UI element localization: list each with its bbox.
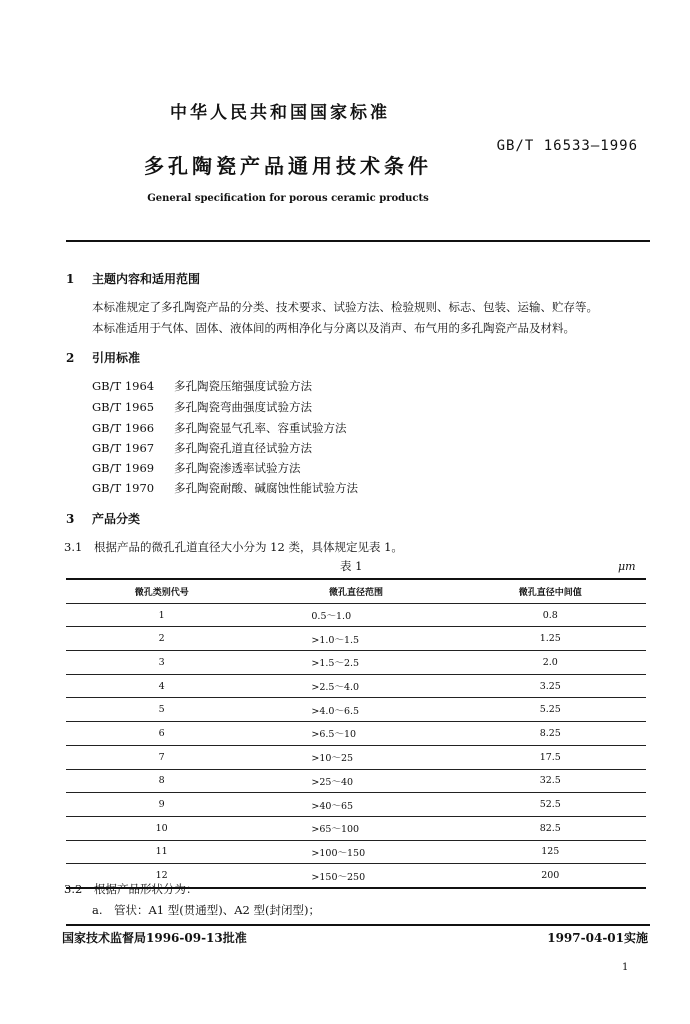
table-cell: 8 <box>66 769 257 793</box>
reference-item <box>92 440 312 456</box>
reference-item <box>92 460 301 476</box>
clause-3-2-item-a <box>92 902 320 918</box>
table-cell: 4 <box>66 674 257 698</box>
table-row <box>66 745 646 769</box>
footer-divider <box>66 924 650 926</box>
reference-code: GB/T 1964 <box>92 379 155 393</box>
document-title-en: General specification for porous ceramic products <box>147 193 429 204</box>
table-row <box>66 722 646 746</box>
table-cell: 52.5 <box>455 793 646 817</box>
table-cell: >40～65 <box>257 793 454 817</box>
page-number: 1 <box>622 962 629 973</box>
table-cell: >1.5～2.5 <box>257 651 454 675</box>
reference-code: GB/T 1969 <box>92 461 155 475</box>
table-cell: 5 <box>66 698 257 722</box>
section-1-paragraph: 本标准规定了多孔陶瓷产品的分类、技术要求、试验方法、检验规则、标志、包装、运输、贮存等。 <box>92 300 598 314</box>
reference-title: 多孔陶瓷孔道直径试验方法 <box>174 441 312 455</box>
table-cell: 3.25 <box>455 674 646 698</box>
section-2-number: 2 <box>66 351 75 365</box>
table-row <box>66 698 646 722</box>
table-cell: 6 <box>66 722 257 746</box>
clause-3-1 <box>64 539 403 555</box>
table-caption: 表 1 <box>340 559 363 573</box>
table-row <box>66 651 646 675</box>
table-row <box>66 769 646 793</box>
table-header-cell: 微孔直径范围 <box>257 579 454 603</box>
section-2-heading <box>66 349 140 366</box>
reference-code: GB/T 1970 <box>92 481 155 495</box>
table-cell: 82.5 <box>455 816 646 840</box>
table-header-row <box>66 579 646 603</box>
table-unit: μm <box>618 560 636 573</box>
item-a-text: 管状：A1 型(贯通型)、A2 型(封闭型)； <box>114 903 320 917</box>
standard-number: GB/T 16533—1996 <box>496 138 638 154</box>
table-header-cell: 微孔类别代号 <box>66 579 257 603</box>
clause-3-2-number: 3.2 <box>64 882 83 896</box>
table-row <box>66 840 646 864</box>
section-1-heading <box>66 270 200 287</box>
clause-3-2-text: 根据产品形状分为： <box>94 882 198 896</box>
table-row <box>66 627 646 651</box>
table-cell: >65～100 <box>257 816 454 840</box>
table-cell: 10 <box>66 816 257 840</box>
table-cell: 0.5～1.0 <box>257 603 454 627</box>
section-3-title: 产品分类 <box>92 512 141 526</box>
implementation-date: 1997-04-01实施 <box>547 931 648 945</box>
table-cell: 32.5 <box>455 769 646 793</box>
header-divider <box>66 240 650 242</box>
table-cell: 125 <box>455 840 646 864</box>
reference-title: 多孔陶瓷耐酸、碱腐蚀性能试验方法 <box>174 481 358 495</box>
table-row <box>66 816 646 840</box>
reference-item <box>92 480 358 496</box>
reference-title: 多孔陶瓷显气孔率、容重试验方法 <box>174 421 347 435</box>
table-cell: 5.25 <box>455 698 646 722</box>
reference-title: 多孔陶瓷弯曲强度试验方法 <box>174 400 312 414</box>
section-3-heading <box>66 510 140 527</box>
reference-title: 多孔陶瓷压缩强度试验方法 <box>174 379 312 393</box>
table-cell: 1.25 <box>455 627 646 651</box>
section-1-number: 1 <box>66 272 75 286</box>
item-a-label: a. <box>92 903 103 917</box>
clause-3-2 <box>64 881 198 897</box>
clause-3-1-text: 根据产品的微孔孔道直径大小分为 12 类，具体规定见表 1。 <box>94 540 403 554</box>
table-row <box>66 793 646 817</box>
reference-item <box>92 399 312 415</box>
table-cell: 0.8 <box>455 603 646 627</box>
table-cell: 17.5 <box>455 745 646 769</box>
table-cell: >25～40 <box>257 769 454 793</box>
table-cell: 12 <box>66 864 257 888</box>
table-cell: 1 <box>66 603 257 627</box>
table-cell: 11 <box>66 840 257 864</box>
section-1-paragraph: 本标准适用于气体、固体、液体间的两相净化与分离以及消声、布气用的多孔陶瓷产品及材料。 <box>92 321 575 335</box>
national-standard-heading: 中华人民共和国国家标准 <box>170 103 390 123</box>
table-header-cell: 微孔直径中间值 <box>455 579 646 603</box>
reference-item <box>92 378 312 394</box>
clause-3-1-number: 3.1 <box>64 540 83 554</box>
section-3-number: 3 <box>66 512 75 526</box>
table-cell: >1.0～1.5 <box>257 627 454 651</box>
table-cell: 3 <box>66 651 257 675</box>
approval-date: 国家技术监督局1996-09-13批准 <box>62 931 247 945</box>
table-row <box>66 674 646 698</box>
table-cell: >2.5～4.0 <box>257 674 454 698</box>
reference-code: GB/T 1966 <box>92 421 155 435</box>
table-cell: 9 <box>66 793 257 817</box>
table-cell: 2 <box>66 627 257 651</box>
table-cell: >6.5～10 <box>257 722 454 746</box>
table-cell: 8.25 <box>455 722 646 746</box>
document-title-cn: 多孔陶瓷产品通用技术条件 <box>144 154 432 178</box>
table-cell: >150～250 <box>257 864 454 888</box>
section-1-title: 主题内容和适用范围 <box>92 272 201 286</box>
section-2-title: 引用标准 <box>92 351 141 365</box>
table-cell: 7 <box>66 745 257 769</box>
table-cell: >10～25 <box>257 745 454 769</box>
reference-code: GB/T 1967 <box>92 441 155 455</box>
table-row <box>66 603 646 627</box>
table-cell: 2.0 <box>455 651 646 675</box>
reference-title: 多孔陶瓷渗透率试验方法 <box>174 461 301 475</box>
table-cell: >100～150 <box>257 840 454 864</box>
reference-code: GB/T 1965 <box>92 400 155 414</box>
pore-class-table <box>66 578 646 889</box>
reference-item <box>92 420 347 436</box>
table-cell: >4.0～6.5 <box>257 698 454 722</box>
table-cell: 200 <box>455 864 646 888</box>
